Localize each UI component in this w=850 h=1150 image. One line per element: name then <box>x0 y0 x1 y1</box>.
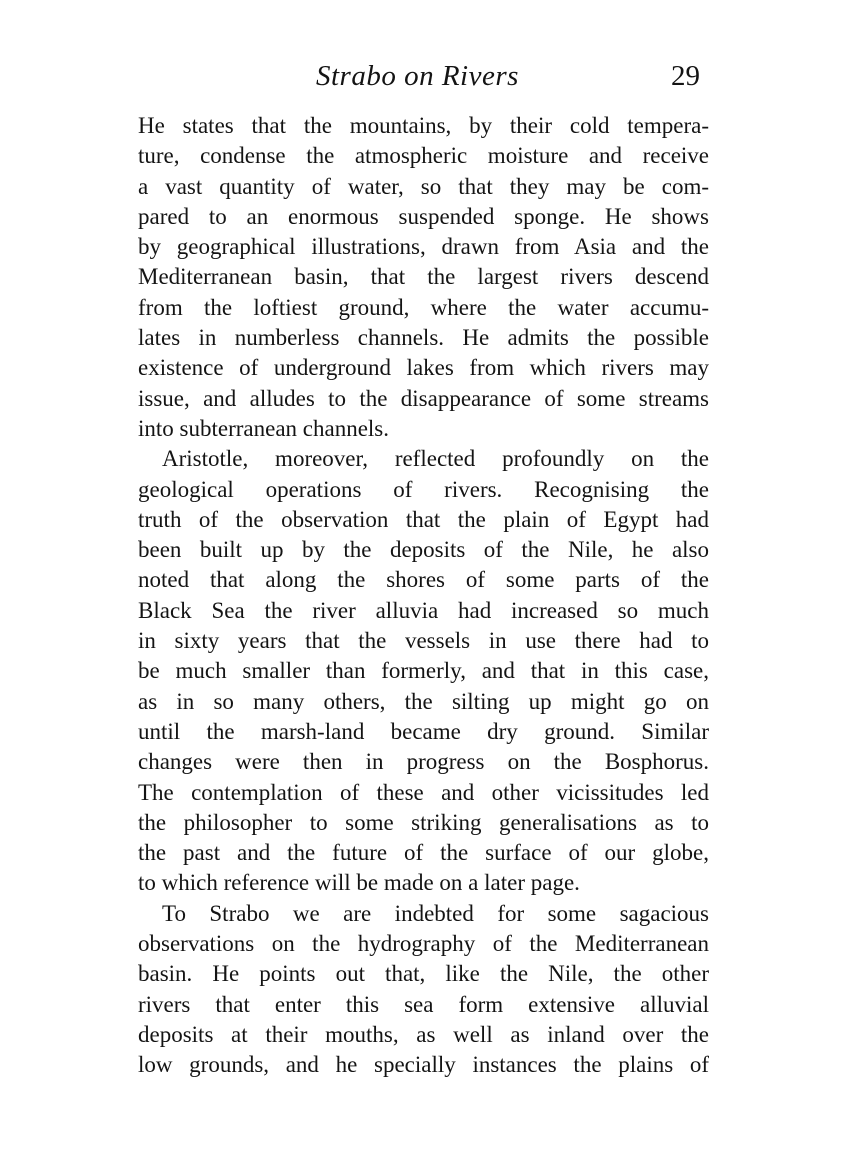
text-line: changes were then in progress on the Bosphorus. <box>138 749 709 775</box>
text-line: ture, condense the atmospheric moisture and receive <box>138 143 709 169</box>
text-line: He states that the mountains, by their cold tempera- <box>138 113 709 138</box>
text-line: deposits at their mouths, as well as inland over the <box>138 1021 709 1047</box>
text-line: to which reference will be made on a later page. <box>138 870 580 896</box>
text-line: geological operations of rivers. Recognising the <box>138 476 709 502</box>
text-line: into subterranean channels. <box>138 415 389 441</box>
text-line: until the marsh-land became dry ground. Similar <box>138 718 709 744</box>
text-line: been built up by the deposits of the Nile, he also <box>138 537 709 563</box>
text-line: lates in numberless channels. He admits the possible <box>138 325 709 351</box>
text-line: pared to an enormous suspended sponge. He shows <box>138 203 709 229</box>
text-line: in sixty years that the vessels in use there had to <box>138 628 709 654</box>
text-line: the past and the future of the surface of our globe, <box>138 840 709 866</box>
text-line: basin. He points out that, like the Nile, the other <box>138 961 709 987</box>
text-line: issue, and alludes to the disappearance of some streams <box>138 385 709 411</box>
text-line: truth of the observation that the plain of Egypt had <box>138 506 709 532</box>
text-line: observations on the hydrography of the Mediterranean <box>138 931 709 957</box>
text-line: noted that along the shores of some parts of the <box>138 567 709 593</box>
running-head <box>0 58 850 98</box>
text-line: by geographical illustrations, drawn from Asia and the <box>138 234 709 260</box>
text-line: rivers that enter this sea form extensive alluvial <box>138 991 709 1017</box>
text-line: The contemplation of these and other vicissitudes led <box>138 779 709 805</box>
text-line: Mediterranean basin, that the largest rivers descend <box>138 264 709 290</box>
text-line: Black Sea the river alluvia had increased so much <box>138 597 709 623</box>
paragraph-first-line: Aristotle, moreover, reflected profoundly on the <box>162 446 709 472</box>
text-line: from the loftiest ground, where the water accumu- <box>138 294 709 320</box>
page-number: 29 <box>671 60 700 92</box>
running-title: Strabo on Rivers <box>316 60 519 92</box>
text-line: the philosopher to some striking generalisations as to <box>138 809 709 835</box>
body-text <box>138 111 709 1081</box>
text-line: as in so many others, the silting up might go on <box>138 688 709 714</box>
text-line: be much smaller than formerly, and that in this case, <box>138 658 709 684</box>
text-line: a vast quantity of water, so that they may be com- <box>138 173 709 199</box>
text-line: existence of underground lakes from which rivers may <box>138 355 709 381</box>
paragraph-first-line: To Strabo we are indebted for some sagacious <box>162 900 709 926</box>
text-line: low grounds, and he specially instances the plains of <box>138 1052 709 1078</box>
